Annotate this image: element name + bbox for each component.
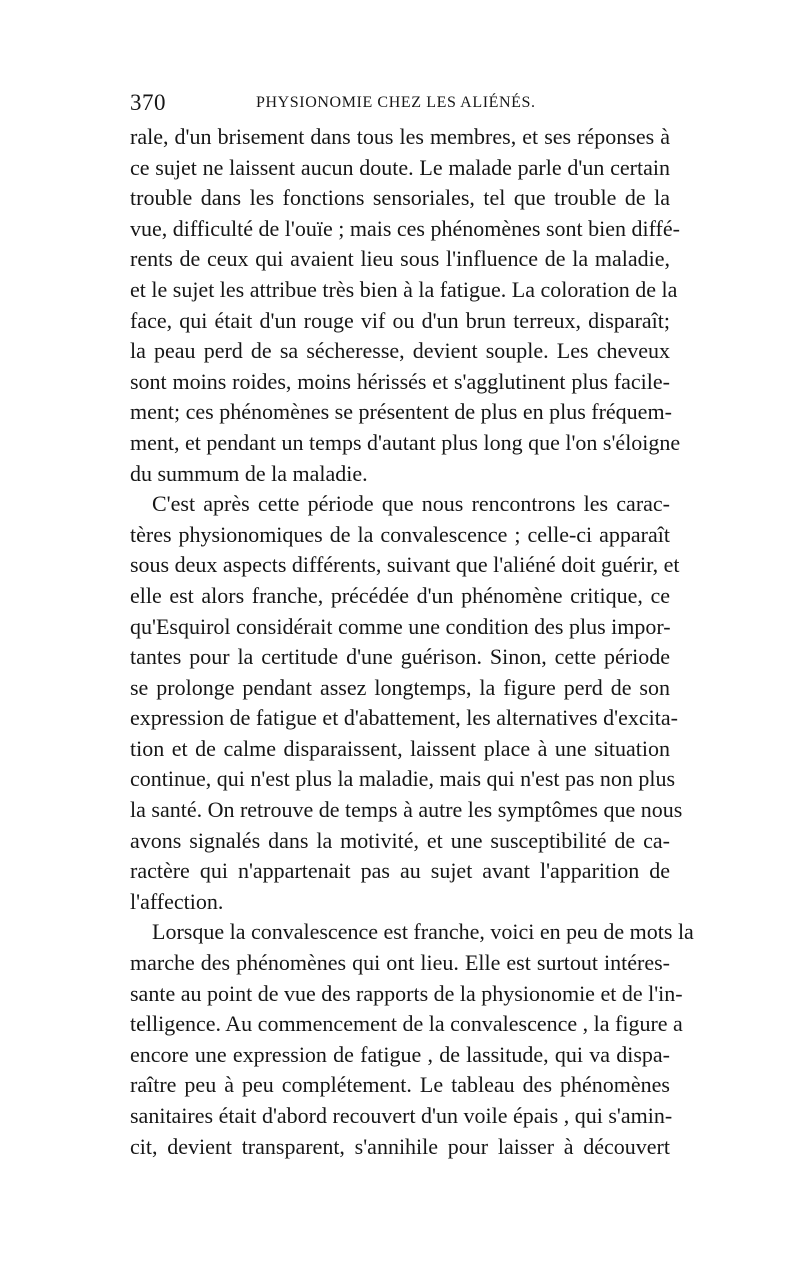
text-line: face, qui était d'un rouge vif ou d'un brun terreux, disparaît; [130, 307, 670, 333]
text-line: qu'Esquirol considérait comme une condition des plus impor- [130, 613, 671, 639]
text-line: cit, devient transparent, s'annihile pour laisser à découvert [130, 1133, 670, 1159]
paragraph [130, 122, 681, 489]
text-line: telligence. Au commencement de la convalescence , la figure a [130, 1011, 683, 1037]
text-line: trouble dans les fonctions sensoriales, tel que trouble de la [130, 185, 670, 211]
text-line: raître peu à peu complétement. Le tableau des phénomènes [130, 1072, 670, 1098]
paragraph [130, 917, 694, 1162]
text-line: la peau perd de sa sécheresse, devient souple. Les cheveux [130, 338, 670, 364]
book-page [130, 86, 694, 1162]
text-line: expression de fatigue et d'abattement, les alternatives d'excita- [130, 705, 678, 731]
text-line: rents de ceux qui avaient lieu sous l'influence de la maladie, [130, 246, 670, 272]
text-line: ce sujet ne laissent aucun doute. Le malade parle d'un certain [130, 154, 670, 180]
text-line: ractère qui n'appartenait pas au sujet avant l'apparition de [130, 858, 670, 884]
running-title: PHYSIONOMIE CHEZ LES ALIÉNÉS. [256, 94, 536, 111]
text-line: tion et de calme disparaissent, laissent place à une situation [130, 735, 670, 761]
text-line: elle est alors franche, précédée d'un phénomène critique, ce [130, 582, 670, 608]
text-line: continue, qui n'est plus la maladie, mais qui n'est pas non plus [130, 766, 676, 792]
text-line: et le sujet les attribue très bien à la fatigue. La coloration de la [130, 276, 678, 302]
text-line: l'affection. [130, 888, 224, 914]
text-line: du summum de la maladie. [130, 460, 368, 486]
text-line: sous deux aspects différents, suivant que l'aliéné doit guérir, et [130, 552, 680, 578]
text-line: encore une expression de fatigue , de lassitude, qui va dispa- [130, 1041, 670, 1067]
text-line: vue, difficulté de l'ouïe ; mais ces phénomènes sont bien diffé- [130, 215, 680, 241]
text-line: la santé. On retrouve de temps à autre les symptômes que nous [130, 797, 683, 823]
page-number: 370 [130, 90, 166, 115]
text-line: se prolonge pendant assez longtemps, la figure perd de son [130, 674, 670, 700]
text-line: Lorsque la convalescence est franche, voici en peu de mots la [152, 919, 694, 945]
text-line: C'est après cette période que nous rencontrons les carac- [152, 491, 670, 517]
text-line: ment, et pendant un temps d'autant plus long que l'on s'éloigne [130, 429, 681, 455]
body-text [130, 122, 694, 1162]
text-line: sanitaires était d'abord recouvert d'un voile épais , qui s'amin- [130, 1103, 673, 1128]
paragraph [130, 489, 683, 917]
text-line: ment; ces phénomènes se présentent de plus en plus fréquem- [130, 399, 672, 425]
text-line: marche des phénomènes qui ont lieu. Elle est surtout intéres- [130, 950, 670, 976]
text-line: sont moins roides, moins hérissés et s'agglutinent plus facile- [130, 368, 670, 394]
text-line: sante au point de vue des rapports de la physionomie et de l'in- [130, 980, 683, 1006]
text-line: tères physionomiques de la convalescence ; celle-ci apparaît [130, 521, 670, 547]
text-line: avons signalés dans la motivité, et une susceptibilité de ca- [130, 827, 670, 853]
running-head [130, 86, 670, 122]
text-line: tantes pour la certitude d'une guérison. Sinon, cette période [130, 644, 670, 670]
text-line: rale, d'un brisement dans tous les membres, et ses réponses à [130, 124, 670, 149]
